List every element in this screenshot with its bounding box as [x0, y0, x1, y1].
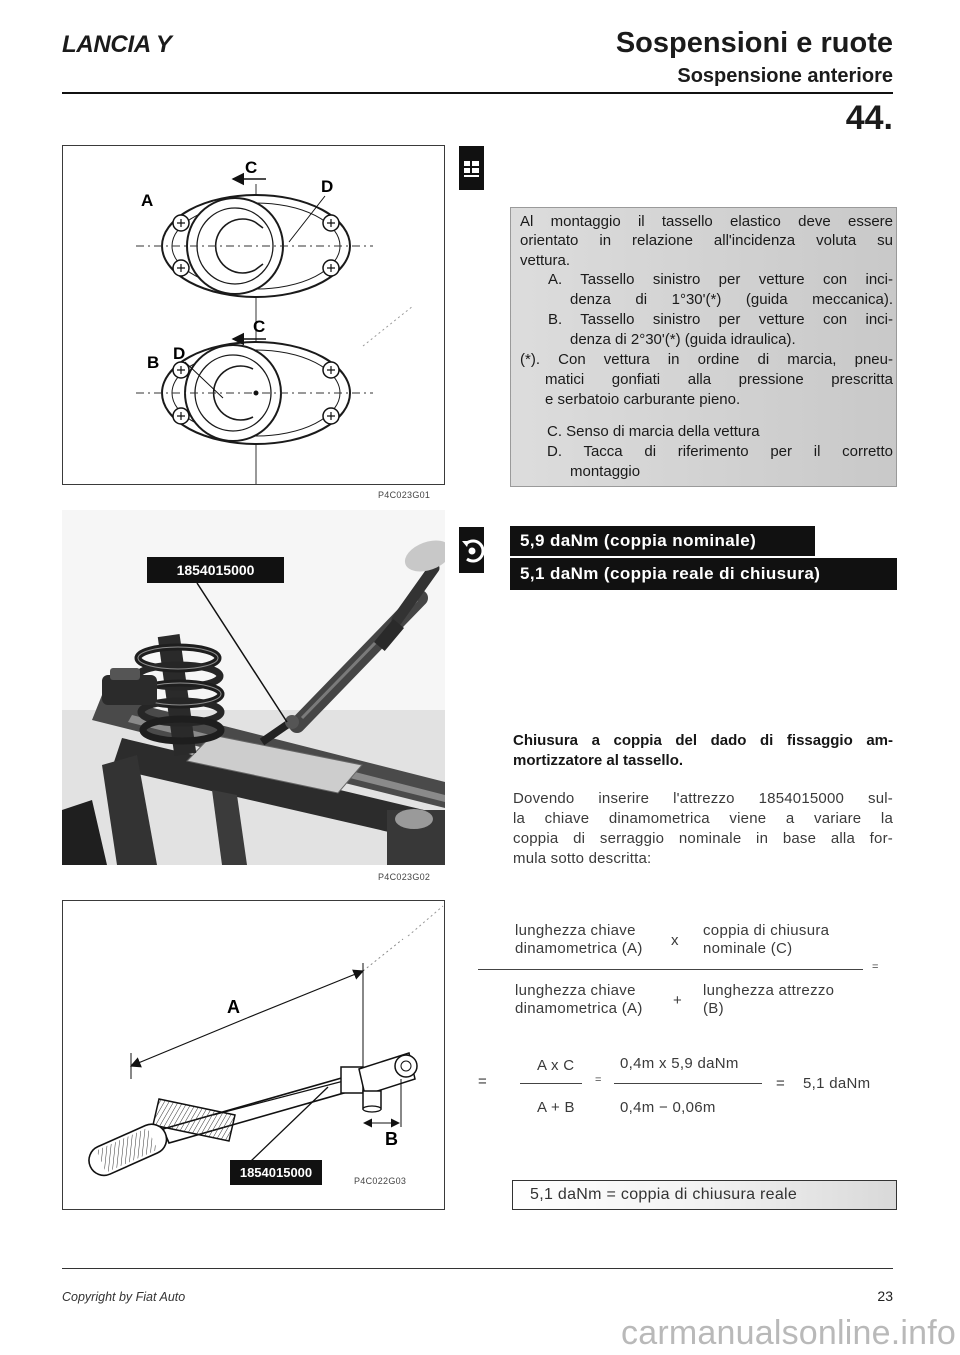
flange-a [136, 195, 373, 297]
procedure-text: mula sotto descritta: [513, 850, 652, 867]
section-subtitle: Sospensione anteriore [677, 65, 893, 87]
nominal-torque-bar: 5,9 daNm (coppia nominale) [510, 526, 815, 556]
formula-term: coppia di chiusura [703, 922, 830, 939]
copyright-notice: Copyright by Fiat Auto [62, 1290, 186, 1304]
formula-term: lunghezza chiave [515, 982, 636, 999]
note-item-c: C. Senso di marcia della vettura [547, 423, 760, 440]
note-line: matici gonfiati alla pressione prescritta [545, 371, 893, 388]
procedure-text: coppia di serraggio nominale in base alla for- [513, 830, 893, 847]
formula-operator: x [671, 932, 679, 949]
flange-drawing [63, 146, 444, 484]
formula-term: A + B [537, 1099, 575, 1116]
procedure-heading: Chiusura a coppia del dado di fissaggio am- [513, 732, 893, 749]
figure-caption: P4C022G03 [354, 1176, 407, 1186]
formula-operator: = [872, 961, 879, 973]
note-line: vettura. [520, 252, 571, 269]
page-number: 23 [877, 1288, 893, 1304]
note-item-b: B. Tassello sinistro per vetture con inci- [548, 311, 893, 328]
bolt [323, 362, 339, 378]
label-d-bottom: D [173, 344, 186, 363]
flange-b [136, 342, 373, 444]
formula-operator: = [478, 1073, 488, 1090]
actual-torque-bar: 5,1 daNm (coppia reale di chiusura) [510, 558, 897, 590]
tool-number-label: 1854015000 [230, 1160, 322, 1185]
label-b: B [147, 353, 160, 372]
procedure-text: la chiave dinamometrica viene a variare la [513, 810, 893, 827]
figure-caption: P4C023G02 [378, 872, 431, 882]
label-a: A [227, 997, 240, 1017]
fraction-line [520, 1083, 582, 1084]
bolt [323, 408, 339, 424]
formula-term: 0,4m x 5,9 daNm [620, 1055, 739, 1072]
note-item-a: A. Tassello sinistro per vetture con inci- [548, 271, 893, 288]
formula-result: 5,1 daNm [803, 1075, 871, 1092]
bolt [173, 215, 189, 231]
note-line: denza di 2°30'(*) (guida idraulica). [570, 331, 796, 348]
label-d-top: D [321, 177, 334, 196]
bolt [323, 215, 339, 231]
fraction-line [478, 969, 863, 970]
note-line: e serbatoio carburante pieno. [545, 391, 741, 408]
chapter-title: Sospensioni e ruote [615, 27, 893, 59]
tool-number-label: 1854015000 [147, 557, 284, 583]
bolt [173, 408, 189, 424]
fraction-line [614, 1083, 762, 1084]
section-number: 44. [845, 99, 893, 137]
label-c-top: C [245, 158, 258, 177]
header-rule [62, 92, 893, 94]
brand-title: LANCIA Y [62, 31, 172, 58]
bolt [173, 260, 189, 276]
formula-term: dinamometrica (A) [515, 940, 643, 957]
document-grid-icon [459, 146, 484, 190]
label-a: A [141, 191, 154, 210]
formula-operator: = [776, 1075, 786, 1092]
formula-term: A x C [537, 1057, 575, 1074]
bolt [173, 362, 189, 378]
note-line: denza di 1°30'(*) (guida meccanica). [570, 291, 893, 308]
procedure-text: Dovendo inserire l'attrezzo 1854015000 sul- [513, 790, 893, 807]
figure-flange-diagram [62, 145, 445, 485]
note-footnote: (*). Con vettura in ordine di marcia, pneu- [520, 351, 893, 368]
figure-caption: P4C023G01 [378, 490, 431, 500]
result-text: 5,1 daNm = coppia di chiusura reale [530, 1186, 798, 1203]
note-item-d: D. Tacca di riferimento per il corretto [547, 443, 893, 460]
bolt [323, 260, 339, 276]
formula-operator: + [673, 992, 683, 1009]
formula-term: lunghezza chiave [515, 922, 636, 939]
adapter-tool [359, 1053, 417, 1112]
formula-operator: = [595, 1074, 602, 1086]
note-line: orientato in relazione all'incidenza voluta su [520, 232, 893, 249]
formula-term: lunghezza attrezzo [703, 982, 835, 999]
formula-term: 0,4m − 0,06m [620, 1099, 716, 1116]
procedure-heading: mortizzatore al tassello. [513, 752, 684, 769]
formula-term: dinamometrica (A) [515, 1000, 643, 1017]
note-line: montaggio [570, 463, 641, 480]
torque-wrench-icon [459, 527, 484, 573]
footer-rule [62, 1268, 893, 1269]
label-c-bottom: C [253, 317, 266, 336]
formula-term: nominale (C) [703, 940, 793, 957]
formula-term: (B) [703, 1000, 724, 1017]
label-b: B [385, 1129, 398, 1149]
dimension-a [131, 963, 363, 1101]
watermark: carmanualsonline.info [621, 1314, 956, 1352]
note-line: Al montaggio il tassello elastico deve essere [520, 213, 893, 230]
